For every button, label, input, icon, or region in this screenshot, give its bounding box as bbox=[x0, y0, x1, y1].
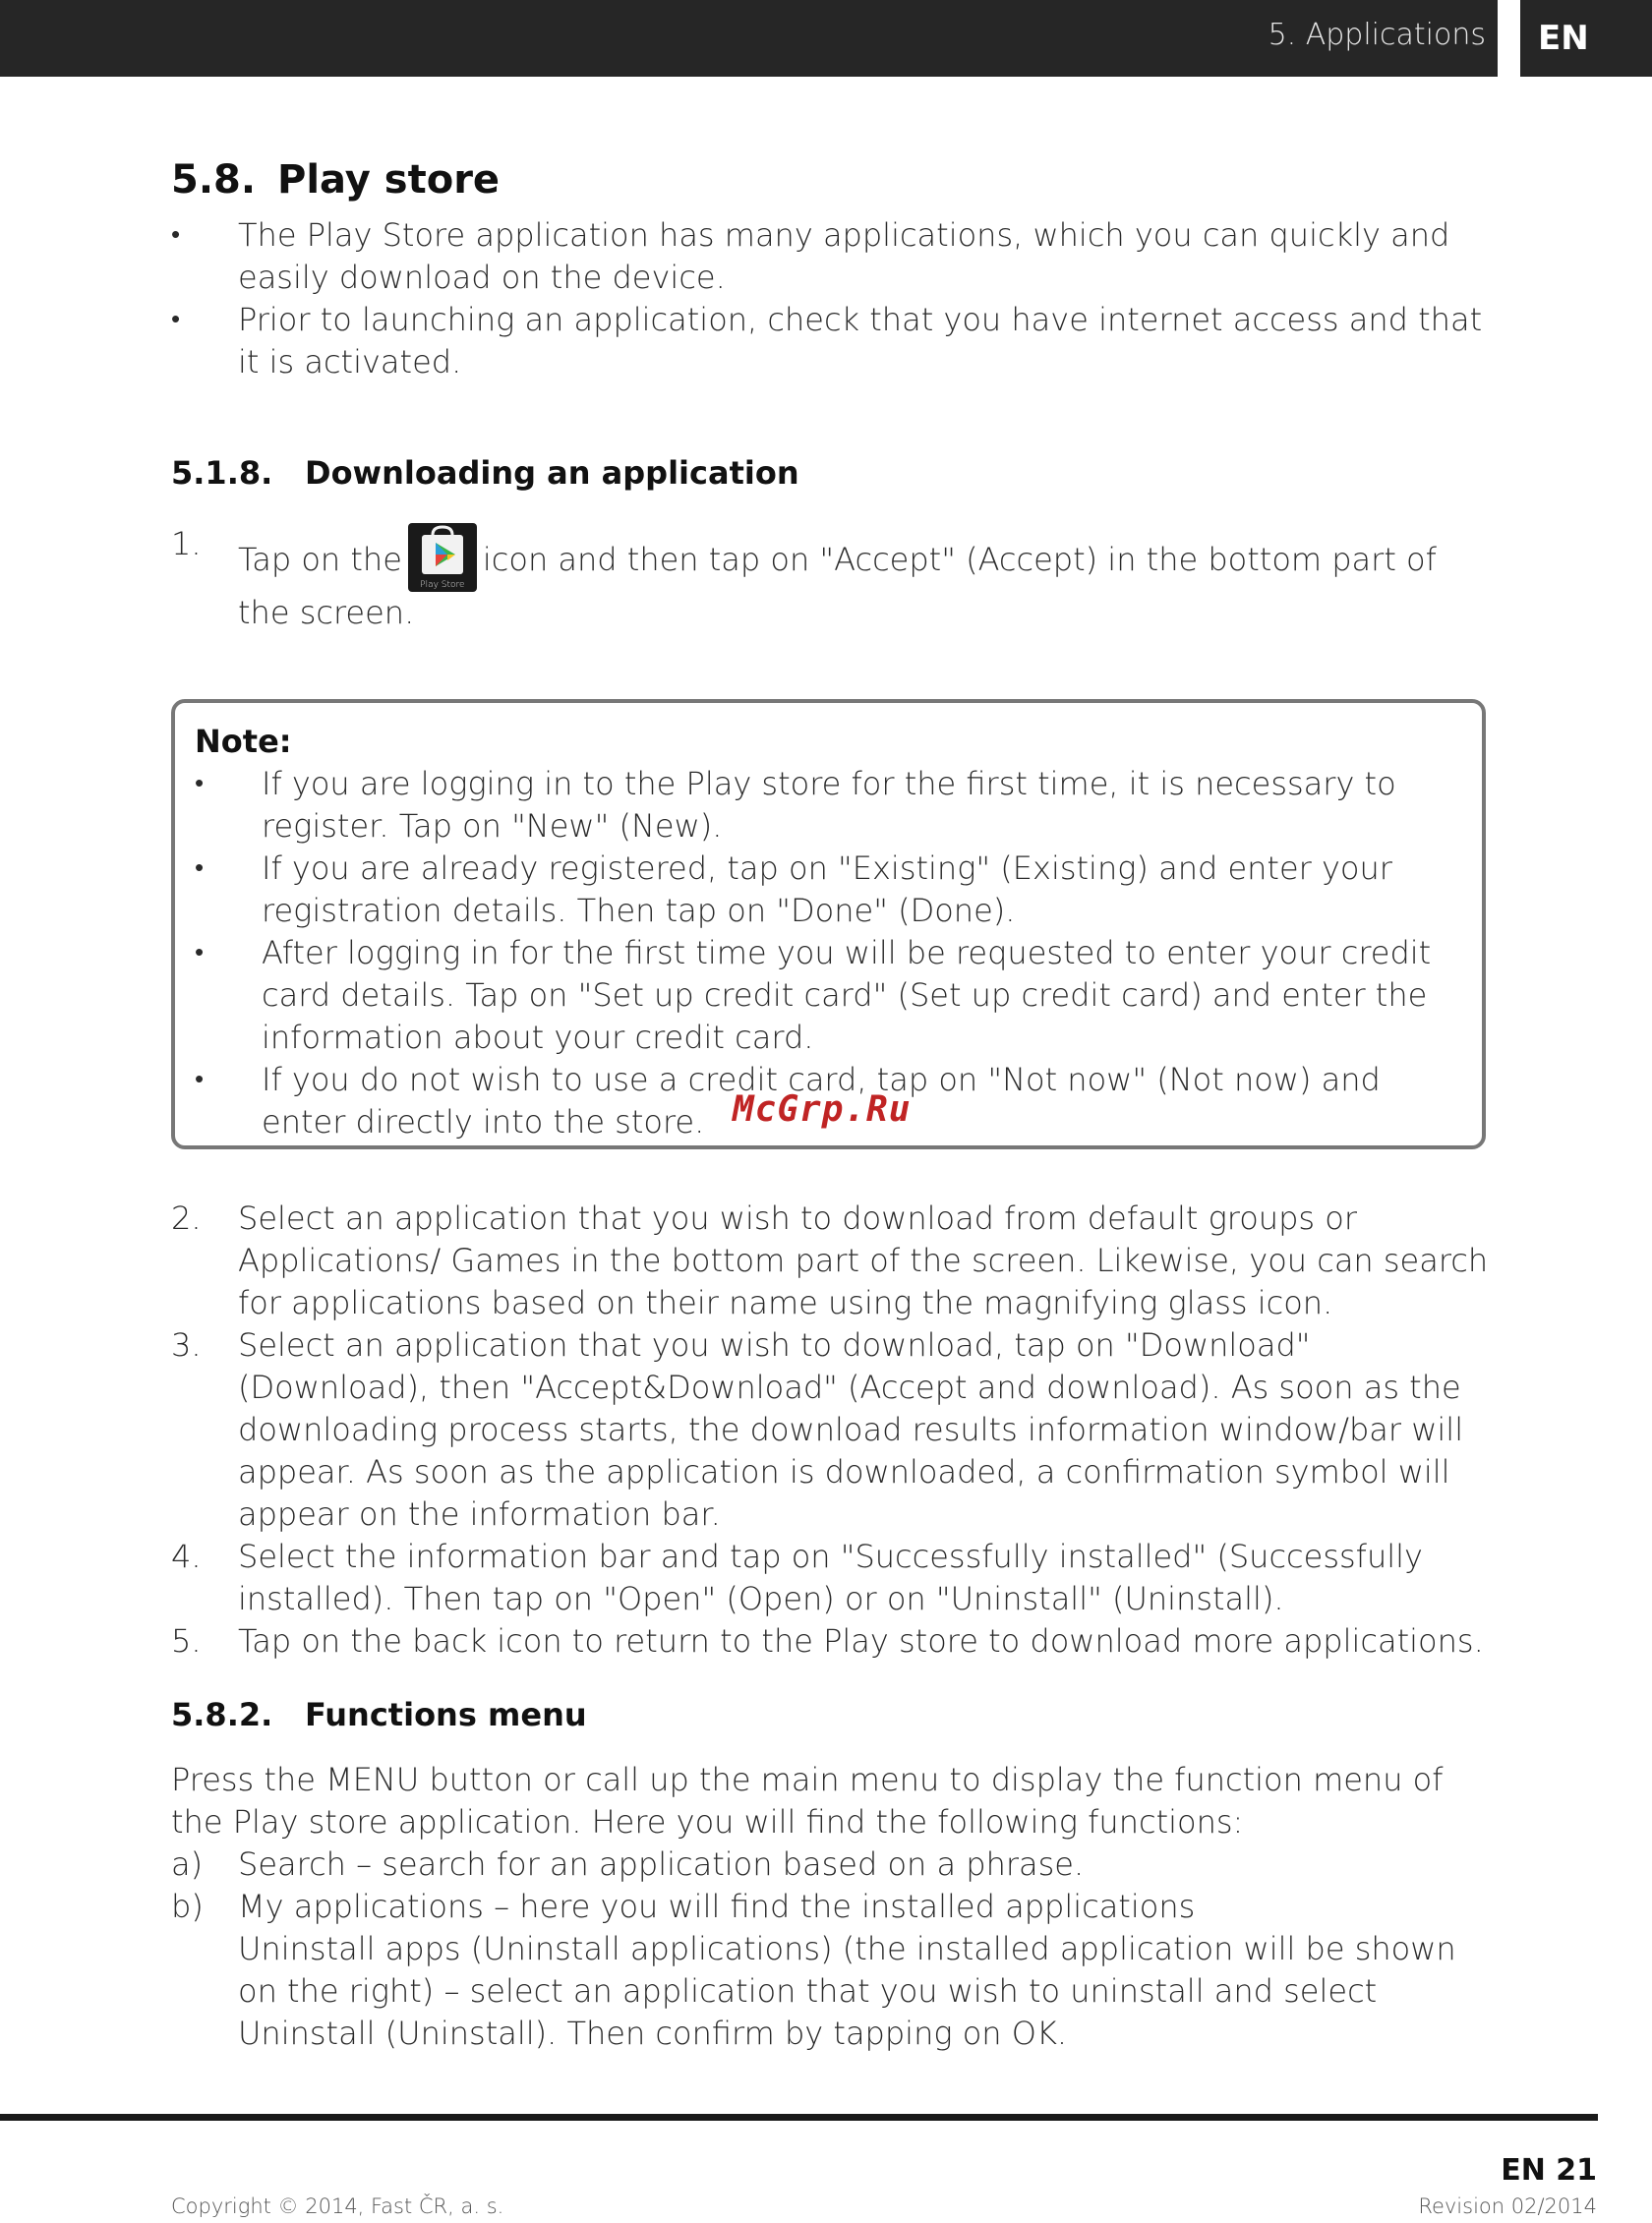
list-item: • If you are already registered, tap on "Existing" (Existing) and enter your registration details. Then tap on "Done" (Done). bbox=[195, 849, 1392, 929]
list-item: • After logging in for the first time you will be requested to enter your credit card details. Tap on "Set up credit card" (Set up credit card) and enter the information about your credit card. bbox=[195, 934, 1432, 1056]
steps-continued bbox=[171, 1198, 1489, 2055]
steps-list bbox=[171, 1198, 1489, 1663]
bullet-icon: • bbox=[171, 305, 181, 334]
play-store-caption: Play Store bbox=[420, 580, 465, 590]
section-bullets bbox=[171, 214, 1489, 383]
list-item: • Prior to launching an application, check that you have internet access and that it is activated. bbox=[171, 301, 1483, 380]
subsection-title: Functions menu bbox=[305, 1696, 587, 1733]
footer-rule bbox=[0, 2114, 1598, 2121]
list-item: 1. Tap on the Play Store icon and then tap on "Accept" (Accept) in the bottom part of the screen. bbox=[171, 525, 1437, 631]
subsection-title: Downloading an application bbox=[305, 454, 799, 492]
list-item: • The Play Store application has many applications, which you can quickly and easily download on the device. bbox=[171, 216, 1450, 296]
bullet-icon: • bbox=[195, 769, 205, 798]
functions-intro: Press the MENU button or call up the main menu to display the function menu of the Play store application. Here you will find the following functions: bbox=[171, 1761, 1444, 1841]
section-number: 5.8. bbox=[171, 157, 257, 203]
play-store-icon bbox=[408, 523, 477, 592]
bullet-icon: • bbox=[195, 853, 205, 883]
list-item: 2. Select an application that you wish to download from default groups or Applications/ Games in the bottom part of the screen. Likewise, you can search for applications based on their name using the magnifying glass icon. bbox=[171, 1199, 1489, 1321]
subsection-number: 5.1.8. bbox=[171, 454, 273, 492]
watermark: McGrp.Ru bbox=[733, 1089, 912, 1130]
note-title: Note: bbox=[195, 723, 292, 760]
chapter-title: 5. Applications bbox=[1268, 18, 1486, 52]
list-item: • If you are logging in to the Play store for the first time, it is necessary to register. Tap on "New" (New). bbox=[195, 765, 1396, 845]
functions-list bbox=[171, 1843, 1489, 2055]
header-bar bbox=[0, 0, 1498, 77]
section-title: Play store bbox=[277, 157, 501, 203]
bullet-icon: • bbox=[195, 1065, 205, 1094]
bullet-icon: • bbox=[195, 938, 205, 967]
copyright: Copyright © 2014, Fast ČR, a. s. bbox=[171, 2194, 504, 2218]
list-item: • If you do not wish to use a credit card, tap on "Not now" (Not now) and enter directly into the store. bbox=[195, 1061, 1381, 1141]
list-item: a) Search – search for an application based on a phrase. bbox=[171, 1845, 1085, 1883]
note-box bbox=[171, 699, 1486, 1149]
list-item: 3. Select an application that you wish to download, tap on "Download" (Download), then "Accept&Download" (Accept and download). As soon as the downloading process starts, the download results information window/bar will appear. As soon as the application is downloaded, a confirmation symbol will appear on the information bar. bbox=[171, 1326, 1464, 1533]
subsection-heading-functions bbox=[171, 1696, 1489, 1745]
revision: Revision 02/2014 bbox=[1418, 2194, 1597, 2218]
note-bullets bbox=[195, 763, 1464, 1143]
section-heading bbox=[171, 157, 1489, 214]
list-item: 4. Select the information bar and tap on "Successfully installed" (Successfully installed). Then tap on "Open" (Open) or on "Uninstall" (Uninstall). bbox=[171, 1538, 1423, 1617]
subsection-heading-downloading bbox=[171, 454, 1489, 503]
language-tab: EN bbox=[1520, 0, 1652, 77]
page-content bbox=[171, 157, 1489, 634]
step-1 bbox=[171, 523, 1489, 634]
list-item: 5. Tap on the back icon to return to the Play store to download more applications. bbox=[171, 1622, 1484, 1660]
bullet-icon: • bbox=[171, 220, 181, 250]
list-item: b) My applications – here you will find the installed applications Uninstall apps (Uninstall applications) (the installed application will be shown on the right) – select an application that you wish to uninstall and select Uninstall (Uninstall). Then confirm by tapping on OK. bbox=[171, 1888, 1456, 2052]
page-number: EN 21 bbox=[1501, 2153, 1597, 2188]
subsection-number: 5.8.2. bbox=[171, 1696, 273, 1733]
